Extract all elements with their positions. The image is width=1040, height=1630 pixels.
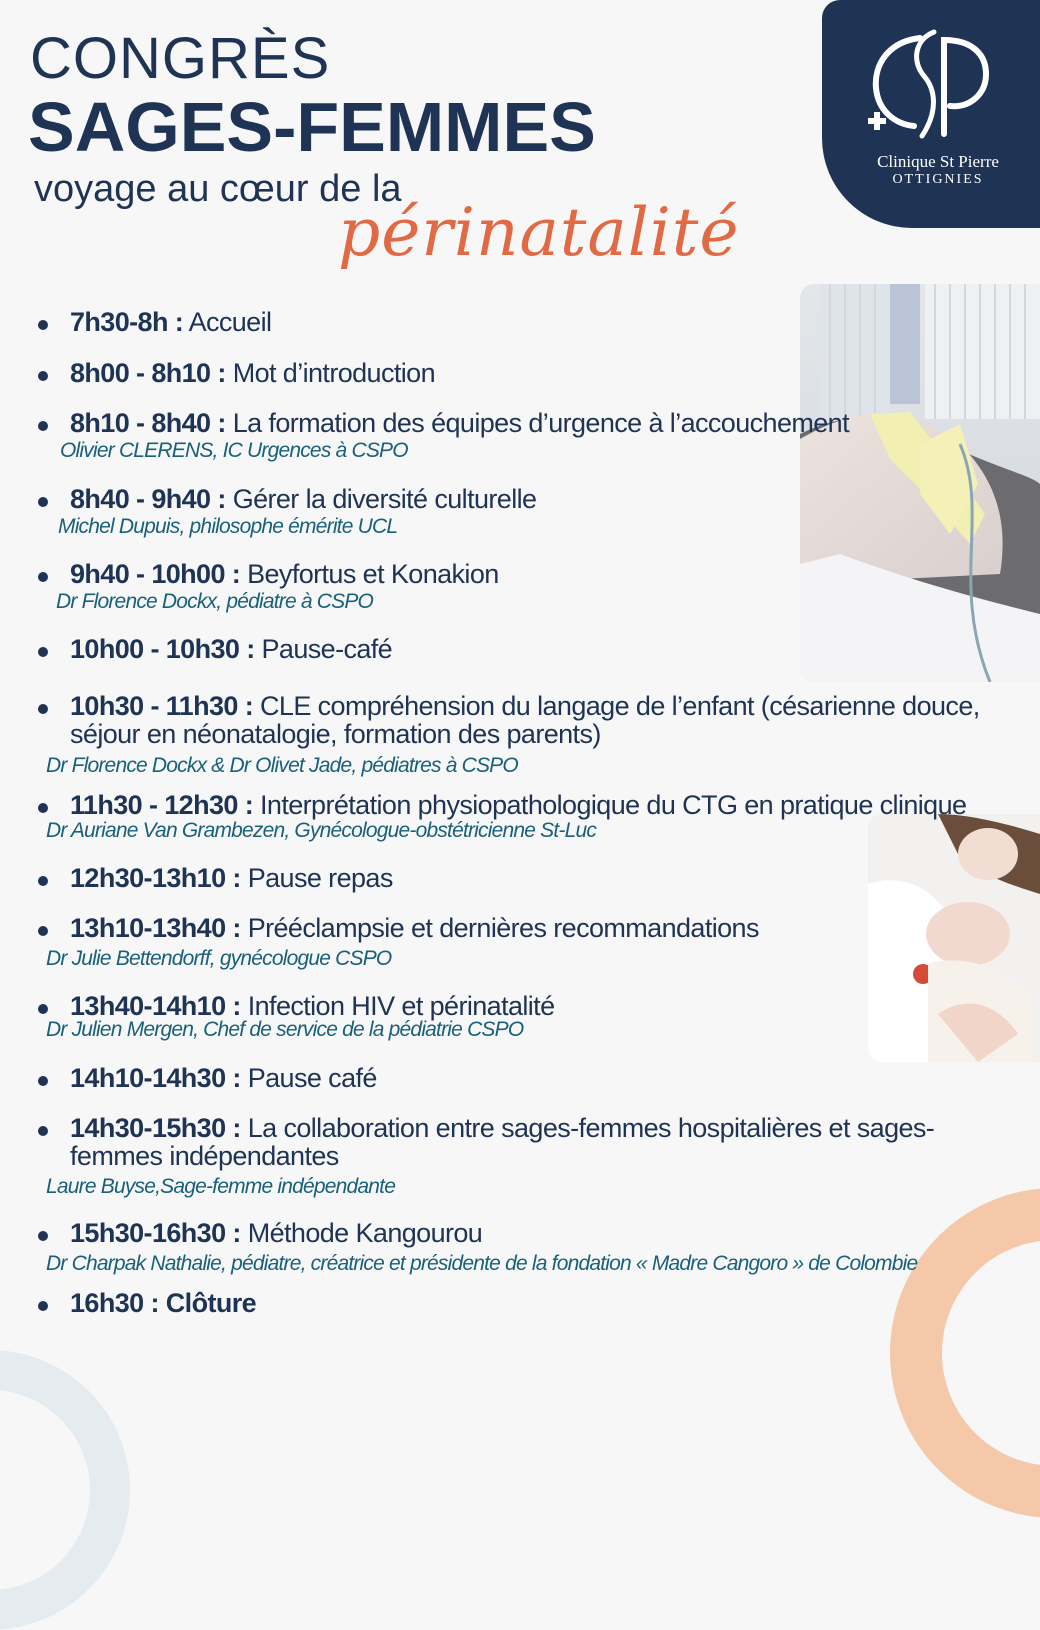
csp-monogram-icon [862, 26, 992, 146]
bullet [38, 1004, 48, 1014]
pregnant-belly-photo [800, 284, 1040, 682]
item-title: CLE compréhension du langage de l’enfant (césarienne douce, séjour en néonatalogie, formation des parents) [70, 691, 980, 749]
item-speaker: Dr Charpak Nathalie, pédiatre, créatrice et présidente de la fondation « Madre Cangoro » de Colombie [46, 1252, 918, 1275]
item-time: 8h10 - 8h40 : [70, 408, 226, 438]
bullet [38, 320, 48, 330]
item-title: Infection HIV et périnatalité [247, 991, 555, 1021]
bullet [38, 572, 48, 582]
bullet [38, 647, 48, 657]
bullet [38, 1301, 48, 1311]
bullet [38, 876, 48, 886]
item-title: Gérer la diversité culturelle [232, 484, 537, 514]
bullet [38, 704, 48, 714]
item-time: 10h30 - 11h30 : [70, 691, 254, 721]
item-speaker: Dr Florence Dockx, pédiatre à CSPO [56, 590, 374, 613]
title-sages-femmes: SAGES-FEMMES [28, 88, 596, 166]
bullet [38, 371, 48, 381]
item-speaker: Dr Florence Dockx & Dr Olivet Jade, pédiatres à CSPO [46, 754, 518, 777]
item-time: 16h30 : [70, 1288, 159, 1318]
item-speaker: Dr Auriane Van Grambezen, Gynécologue-obstétricienne St-Luc [46, 819, 597, 842]
bullet [38, 803, 48, 813]
title-congres: CONGRÈS [30, 26, 331, 91]
item-time: 11h30 - 12h30 : [70, 790, 254, 820]
bullet [38, 926, 48, 936]
item-speaker: Laure Buyse,Sage-femme indépendante [46, 1175, 396, 1198]
item-title: Prééclampsie et dernières recommandations [247, 913, 759, 943]
clinic-logo [822, 0, 1040, 228]
logo-clinic-city: OTTIGNIES [892, 172, 984, 187]
subtitle: voyage au cœur de la [34, 168, 402, 210]
item-time: 8h40 - 9h40 : [70, 484, 226, 514]
item-title: La collaboration entre sages-femmes hospitalières et sages-femmes indépendantes [70, 1113, 935, 1171]
item-speaker: Dr Julie Bettendorff, gynécologue CSPO [46, 947, 392, 970]
item-time: 13h10-13h40 : [70, 913, 241, 943]
item-title: Mot d’introduction [232, 358, 436, 388]
item-time: 14h30-15h30 : [70, 1113, 241, 1143]
item-title: La formation des équipes d’urgence à l’accouchement [232, 408, 849, 438]
item-time: 7h30-8h : [70, 307, 184, 337]
subtitle-accent: périnatalité [338, 194, 740, 271]
item-time: 8h00 - 8h10 : [70, 358, 226, 388]
decorative-arc-bottom-left [0, 1350, 130, 1630]
item-title: Pause-café [261, 634, 393, 664]
item-title: Pause café [247, 1063, 377, 1093]
item-speaker: Olivier CLERENS, IC Urgences à CSPO [60, 439, 408, 462]
item-time: 15h30-16h30 : [70, 1218, 241, 1248]
decorative-arc-bottom-right [890, 1188, 1040, 1518]
item-speaker: Dr Julien Mergen, Chef de service de la pédiatrie CSPO [46, 1018, 524, 1041]
item-title: Accueil [188, 307, 272, 337]
bullet [38, 1076, 48, 1086]
item-time: 10h00 - 10h30 : [70, 634, 255, 664]
item-speaker: Michel Dupuis, philosophe émérite UCL [58, 515, 398, 538]
item-title: Clôture [165, 1288, 257, 1318]
item-title: Méthode Kangourou [247, 1218, 483, 1248]
item-title: Pause repas [247, 863, 393, 893]
item-time: 13h40-14h10 : [70, 991, 241, 1021]
item-time: 9h40 - 10h00 : [70, 559, 241, 589]
bullet [38, 1231, 48, 1241]
bullet [38, 497, 48, 507]
item-title: Beyfortus et Konakion [247, 559, 499, 589]
midwife-newborn-photo [868, 814, 1040, 1062]
item-time: 12h30-13h10 : [70, 863, 241, 893]
bullet [38, 421, 48, 431]
item-title: Interprétation physiopathologique du CTG en pratique clinique [260, 790, 967, 820]
item-time: 14h10-14h30 : [70, 1063, 241, 1093]
bullet [38, 1126, 48, 1136]
logo-clinic-name: Clinique St Pierre [877, 152, 999, 171]
